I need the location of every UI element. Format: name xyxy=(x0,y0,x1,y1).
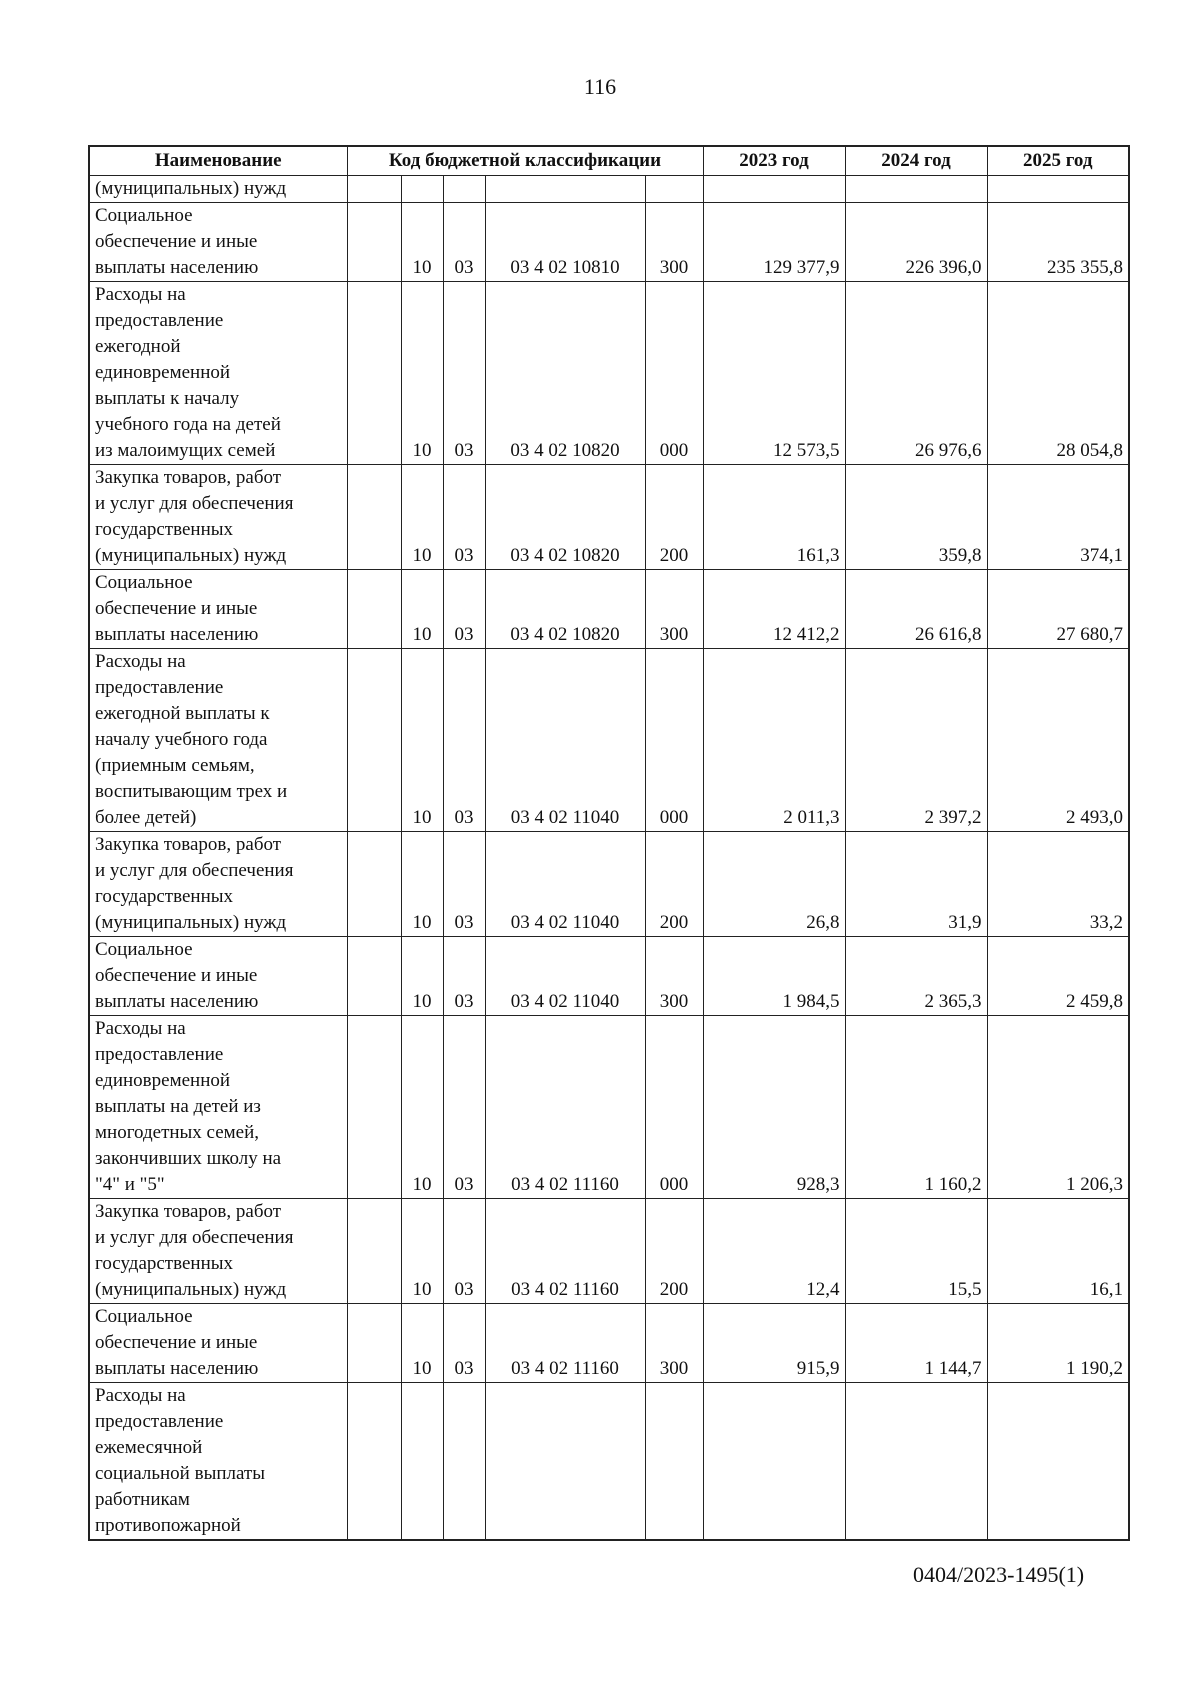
row-value-2025: 27 680,7 xyxy=(987,570,1129,649)
row-blank xyxy=(347,203,401,282)
table-row xyxy=(89,937,1129,1016)
row-value-2023: 161,3 xyxy=(703,465,845,570)
row-section: 10 xyxy=(401,465,443,570)
row-value-2025 xyxy=(987,176,1129,203)
row-subsection: 03 xyxy=(443,570,485,649)
row-section: 10 xyxy=(401,649,443,832)
row-subsection xyxy=(443,176,485,203)
document-code: 0404/2023-1495(1) xyxy=(913,1562,1085,1587)
row-value-2024: 26 616,8 xyxy=(845,570,987,649)
row-value-2024: 1 160,2 xyxy=(845,1016,987,1199)
row-value-2024: 26 976,6 xyxy=(845,282,987,465)
row-value-2023: 1 984,5 xyxy=(703,937,845,1016)
row-name: Расходы на предоставление ежегодной единовременной выплаты к началу учебного года на детей из малоимущих семей xyxy=(89,282,347,465)
row-value-2023 xyxy=(703,176,845,203)
row-value-2023: 26,8 xyxy=(703,832,845,937)
row-target-code: 03 4 02 10820 xyxy=(485,570,645,649)
row-section: 10 xyxy=(401,1016,443,1199)
row-target-code xyxy=(485,1383,645,1541)
row-name: Социальное обеспечение и иные выплаты населению xyxy=(89,570,347,649)
row-target-code xyxy=(485,176,645,203)
row-value-2025: 16,1 xyxy=(987,1199,1129,1304)
table-row xyxy=(89,649,1129,832)
row-blank xyxy=(347,465,401,570)
row-value-2023: 129 377,9 xyxy=(703,203,845,282)
row-value-2025 xyxy=(987,1383,1129,1541)
row-subsection: 03 xyxy=(443,203,485,282)
row-expense-type: 300 xyxy=(645,570,703,649)
row-section: 10 xyxy=(401,570,443,649)
table-row xyxy=(89,1383,1129,1541)
row-expense-type xyxy=(645,176,703,203)
row-value-2025: 2 493,0 xyxy=(987,649,1129,832)
table-row xyxy=(89,1304,1129,1383)
row-section: 10 xyxy=(401,832,443,937)
row-value-2025: 1 206,3 xyxy=(987,1016,1129,1199)
row-target-code: 03 4 02 11160 xyxy=(485,1016,645,1199)
row-name: Социальное обеспечение и иные выплаты населению xyxy=(89,203,347,282)
row-value-2023: 12 412,2 xyxy=(703,570,845,649)
row-blank xyxy=(347,832,401,937)
row-target-code: 03 4 02 10810 xyxy=(485,203,645,282)
row-value-2024: 359,8 xyxy=(845,465,987,570)
row-blank xyxy=(347,1304,401,1383)
header-2023: 2023 год xyxy=(703,146,845,176)
row-value-2023: 2 011,3 xyxy=(703,649,845,832)
header-2025: 2025 год xyxy=(987,146,1129,176)
row-section: 10 xyxy=(401,1304,443,1383)
row-name: Закупка товаров, работ и услуг для обеспечения государственных (муниципальных) нужд xyxy=(89,832,347,937)
row-blank xyxy=(347,937,401,1016)
table-row xyxy=(89,203,1129,282)
row-value-2023: 12,4 xyxy=(703,1199,845,1304)
row-expense-type: 200 xyxy=(645,1199,703,1304)
row-name: Расходы на предоставление ежемесячной социальной выплаты работникам противопожарной xyxy=(89,1383,347,1541)
row-blank xyxy=(347,1383,401,1541)
row-section: 10 xyxy=(401,282,443,465)
row-name: Расходы на предоставление ежегодной выплаты к началу учебного года (приемным семьям, воспитывающим трех и более детей) xyxy=(89,649,347,832)
budget-table xyxy=(88,145,1130,1541)
row-expense-type xyxy=(645,1383,703,1541)
row-value-2024: 2 397,2 xyxy=(845,649,987,832)
row-expense-type: 300 xyxy=(645,203,703,282)
row-name: Закупка товаров, работ и услуг для обеспечения государственных (муниципальных) нужд xyxy=(89,465,347,570)
row-subsection: 03 xyxy=(443,465,485,570)
row-subsection: 03 xyxy=(443,1199,485,1304)
row-expense-type: 000 xyxy=(645,649,703,832)
row-blank xyxy=(347,570,401,649)
row-value-2023: 915,9 xyxy=(703,1304,845,1383)
table-row xyxy=(89,832,1129,937)
page-number: 116 xyxy=(583,74,617,99)
row-value-2024: 15,5 xyxy=(845,1199,987,1304)
header-2024: 2024 год xyxy=(845,146,987,176)
row-value-2025: 374,1 xyxy=(987,465,1129,570)
row-subsection: 03 xyxy=(443,282,485,465)
row-target-code: 03 4 02 10820 xyxy=(485,282,645,465)
row-section: 10 xyxy=(401,203,443,282)
row-value-2025: 235 355,8 xyxy=(987,203,1129,282)
row-expense-type: 300 xyxy=(645,1304,703,1383)
row-name: Расходы на предоставление единовременной выплаты на детей из многодетных семей, закончивших школу на "4" и "5" xyxy=(89,1016,347,1199)
table-row xyxy=(89,465,1129,570)
row-blank xyxy=(347,1199,401,1304)
row-subsection: 03 xyxy=(443,832,485,937)
row-name: Социальное обеспечение и иные выплаты населению xyxy=(89,1304,347,1383)
table-row xyxy=(89,282,1129,465)
row-value-2025: 1 190,2 xyxy=(987,1304,1129,1383)
row-value-2023: 12 573,5 xyxy=(703,282,845,465)
row-section: 10 xyxy=(401,1199,443,1304)
row-expense-type: 000 xyxy=(645,1016,703,1199)
row-value-2024: 1 144,7 xyxy=(845,1304,987,1383)
row-expense-type: 000 xyxy=(645,282,703,465)
row-target-code: 03 4 02 11160 xyxy=(485,1304,645,1383)
table-row xyxy=(89,176,1129,203)
row-blank xyxy=(347,176,401,203)
row-subsection xyxy=(443,1383,485,1541)
row-name: (муниципальных) нужд xyxy=(89,176,347,203)
row-value-2024: 226 396,0 xyxy=(845,203,987,282)
table-body xyxy=(89,176,1129,1541)
row-expense-type: 300 xyxy=(645,937,703,1016)
table-row xyxy=(89,570,1129,649)
table-header-row xyxy=(89,146,1129,176)
row-section: 10 xyxy=(401,937,443,1016)
row-subsection: 03 xyxy=(443,649,485,832)
row-value-2024 xyxy=(845,176,987,203)
row-value-2023: 928,3 xyxy=(703,1016,845,1199)
table-row xyxy=(89,1199,1129,1304)
table-row xyxy=(89,1016,1129,1199)
row-value-2024 xyxy=(845,1383,987,1541)
row-value-2025: 33,2 xyxy=(987,832,1129,937)
row-value-2024: 2 365,3 xyxy=(845,937,987,1016)
row-expense-type: 200 xyxy=(645,832,703,937)
row-blank xyxy=(347,1016,401,1199)
row-value-2025: 28 054,8 xyxy=(987,282,1129,465)
row-section xyxy=(401,1383,443,1541)
row-name: Социальное обеспечение и иные выплаты населению xyxy=(89,937,347,1016)
row-value-2023 xyxy=(703,1383,845,1541)
row-subsection: 03 xyxy=(443,1304,485,1383)
row-subsection: 03 xyxy=(443,937,485,1016)
row-target-code: 03 4 02 11040 xyxy=(485,649,645,832)
row-blank xyxy=(347,649,401,832)
header-code: Код бюджетной классификации xyxy=(347,146,703,176)
row-section xyxy=(401,176,443,203)
row-name: Закупка товаров, работ и услуг для обеспечения государственных (муниципальных) нужд xyxy=(89,1199,347,1304)
row-value-2024: 31,9 xyxy=(845,832,987,937)
row-blank xyxy=(347,282,401,465)
row-expense-type: 200 xyxy=(645,465,703,570)
row-target-code: 03 4 02 10820 xyxy=(485,465,645,570)
row-target-code: 03 4 02 11040 xyxy=(485,832,645,937)
row-target-code: 03 4 02 11160 xyxy=(485,1199,645,1304)
row-value-2025: 2 459,8 xyxy=(987,937,1129,1016)
row-subsection: 03 xyxy=(443,1016,485,1199)
header-name: Наименование xyxy=(89,146,347,176)
row-target-code: 03 4 02 11040 xyxy=(485,937,645,1016)
